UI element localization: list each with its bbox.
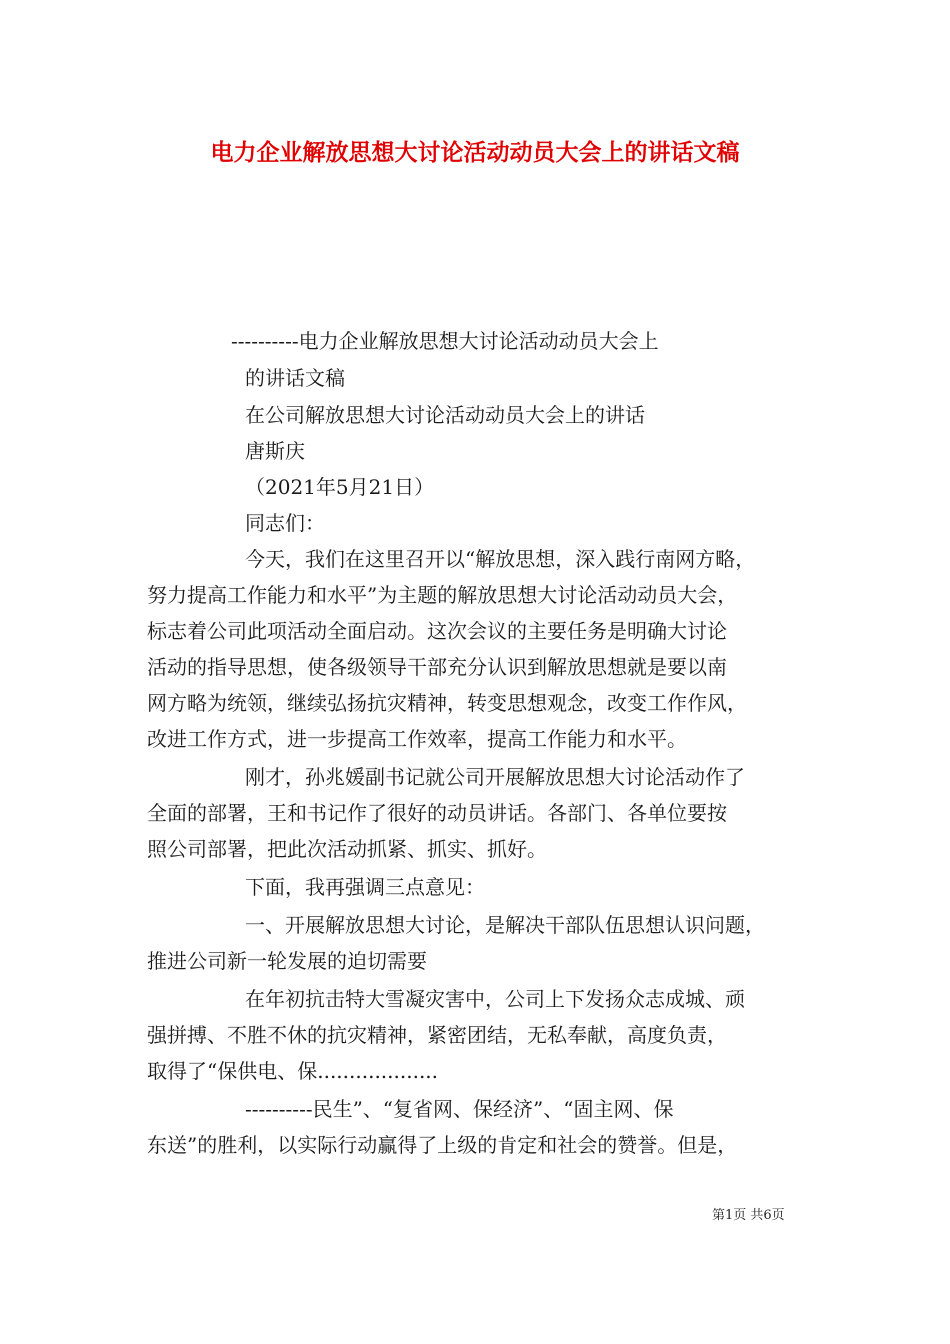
separator-line: ----------民生”、“复省网、保经济”、“固主网、保: [245, 1097, 674, 1121]
document-title: 电力企业解放思想大讨论活动动员大会上的讲话文稿: [210, 139, 740, 166]
paragraph-line: 今天，我们在这里召开以“解放思想，深入践行南网方略，: [245, 547, 756, 571]
paragraph-line: 取得了“保供电、保...................: [147, 1059, 439, 1083]
speech-date: （2021年5月21日）: [245, 475, 435, 499]
paragraph-line: 改进工作方式，进一步提高工作效率，提高工作能力和水平。: [147, 727, 687, 751]
speech-title-line: 在公司解放思想大讨论活动动员大会上的讲话: [245, 403, 645, 427]
paragraph-line: 全面的部署，王和书记作了很好的动员讲话。各部门、各单位要按: [147, 801, 727, 825]
paragraph-line: 网方略为统领，继续弘扬抗灾精神，转变思想观念，改变工作作风，: [147, 691, 747, 715]
page-number: 第1页 共6页: [712, 1208, 785, 1223]
paragraph-line: 在年初抗击特大雪凝灾害中，公司上下发扬众志成城、顽: [245, 987, 745, 1011]
speaker-name: 唐斯庆: [245, 439, 305, 463]
paragraph-line: 刚才，孙兆媛副书记就公司开展解放思想大讨论活动作了: [245, 765, 745, 789]
paragraph-line: 下面，我再强调三点意见：: [245, 875, 485, 899]
paragraph-line: 标志着公司此项活动全面启动。这次会议的主要任务是明确大讨论: [147, 619, 727, 643]
paragraph-line: 东送”的胜利，以实际行动赢得了上级的肯定和社会的赞誉。但是，: [147, 1133, 738, 1157]
separator-line: ----------电力企业解放思想大讨论活动动员大会上: [231, 329, 659, 353]
paragraph-line: 努力提高工作能力和水平”为主题的解放思想大讨论活动动员大会，: [147, 583, 738, 607]
paragraph-line: 的讲话文稿: [245, 366, 345, 390]
section-heading-line: 一、开展解放思想大讨论，是解决干部队伍思想认识问题，: [245, 913, 765, 937]
salutation: 同志们：: [245, 511, 325, 535]
paragraph-line: 强拼搏、不胜不休的抗灾精神，紧密团结，无私奉献，高度负责，: [147, 1023, 727, 1047]
section-heading-line: 推进公司新一轮发展的迫切需要: [147, 949, 427, 973]
paragraph-line: 活动的指导思想，使各级领导干部充分认识到解放思想就是要以南: [147, 655, 727, 679]
paragraph-line: 照公司部署，把此次活动抓紧、抓实、抓好。: [147, 837, 547, 861]
